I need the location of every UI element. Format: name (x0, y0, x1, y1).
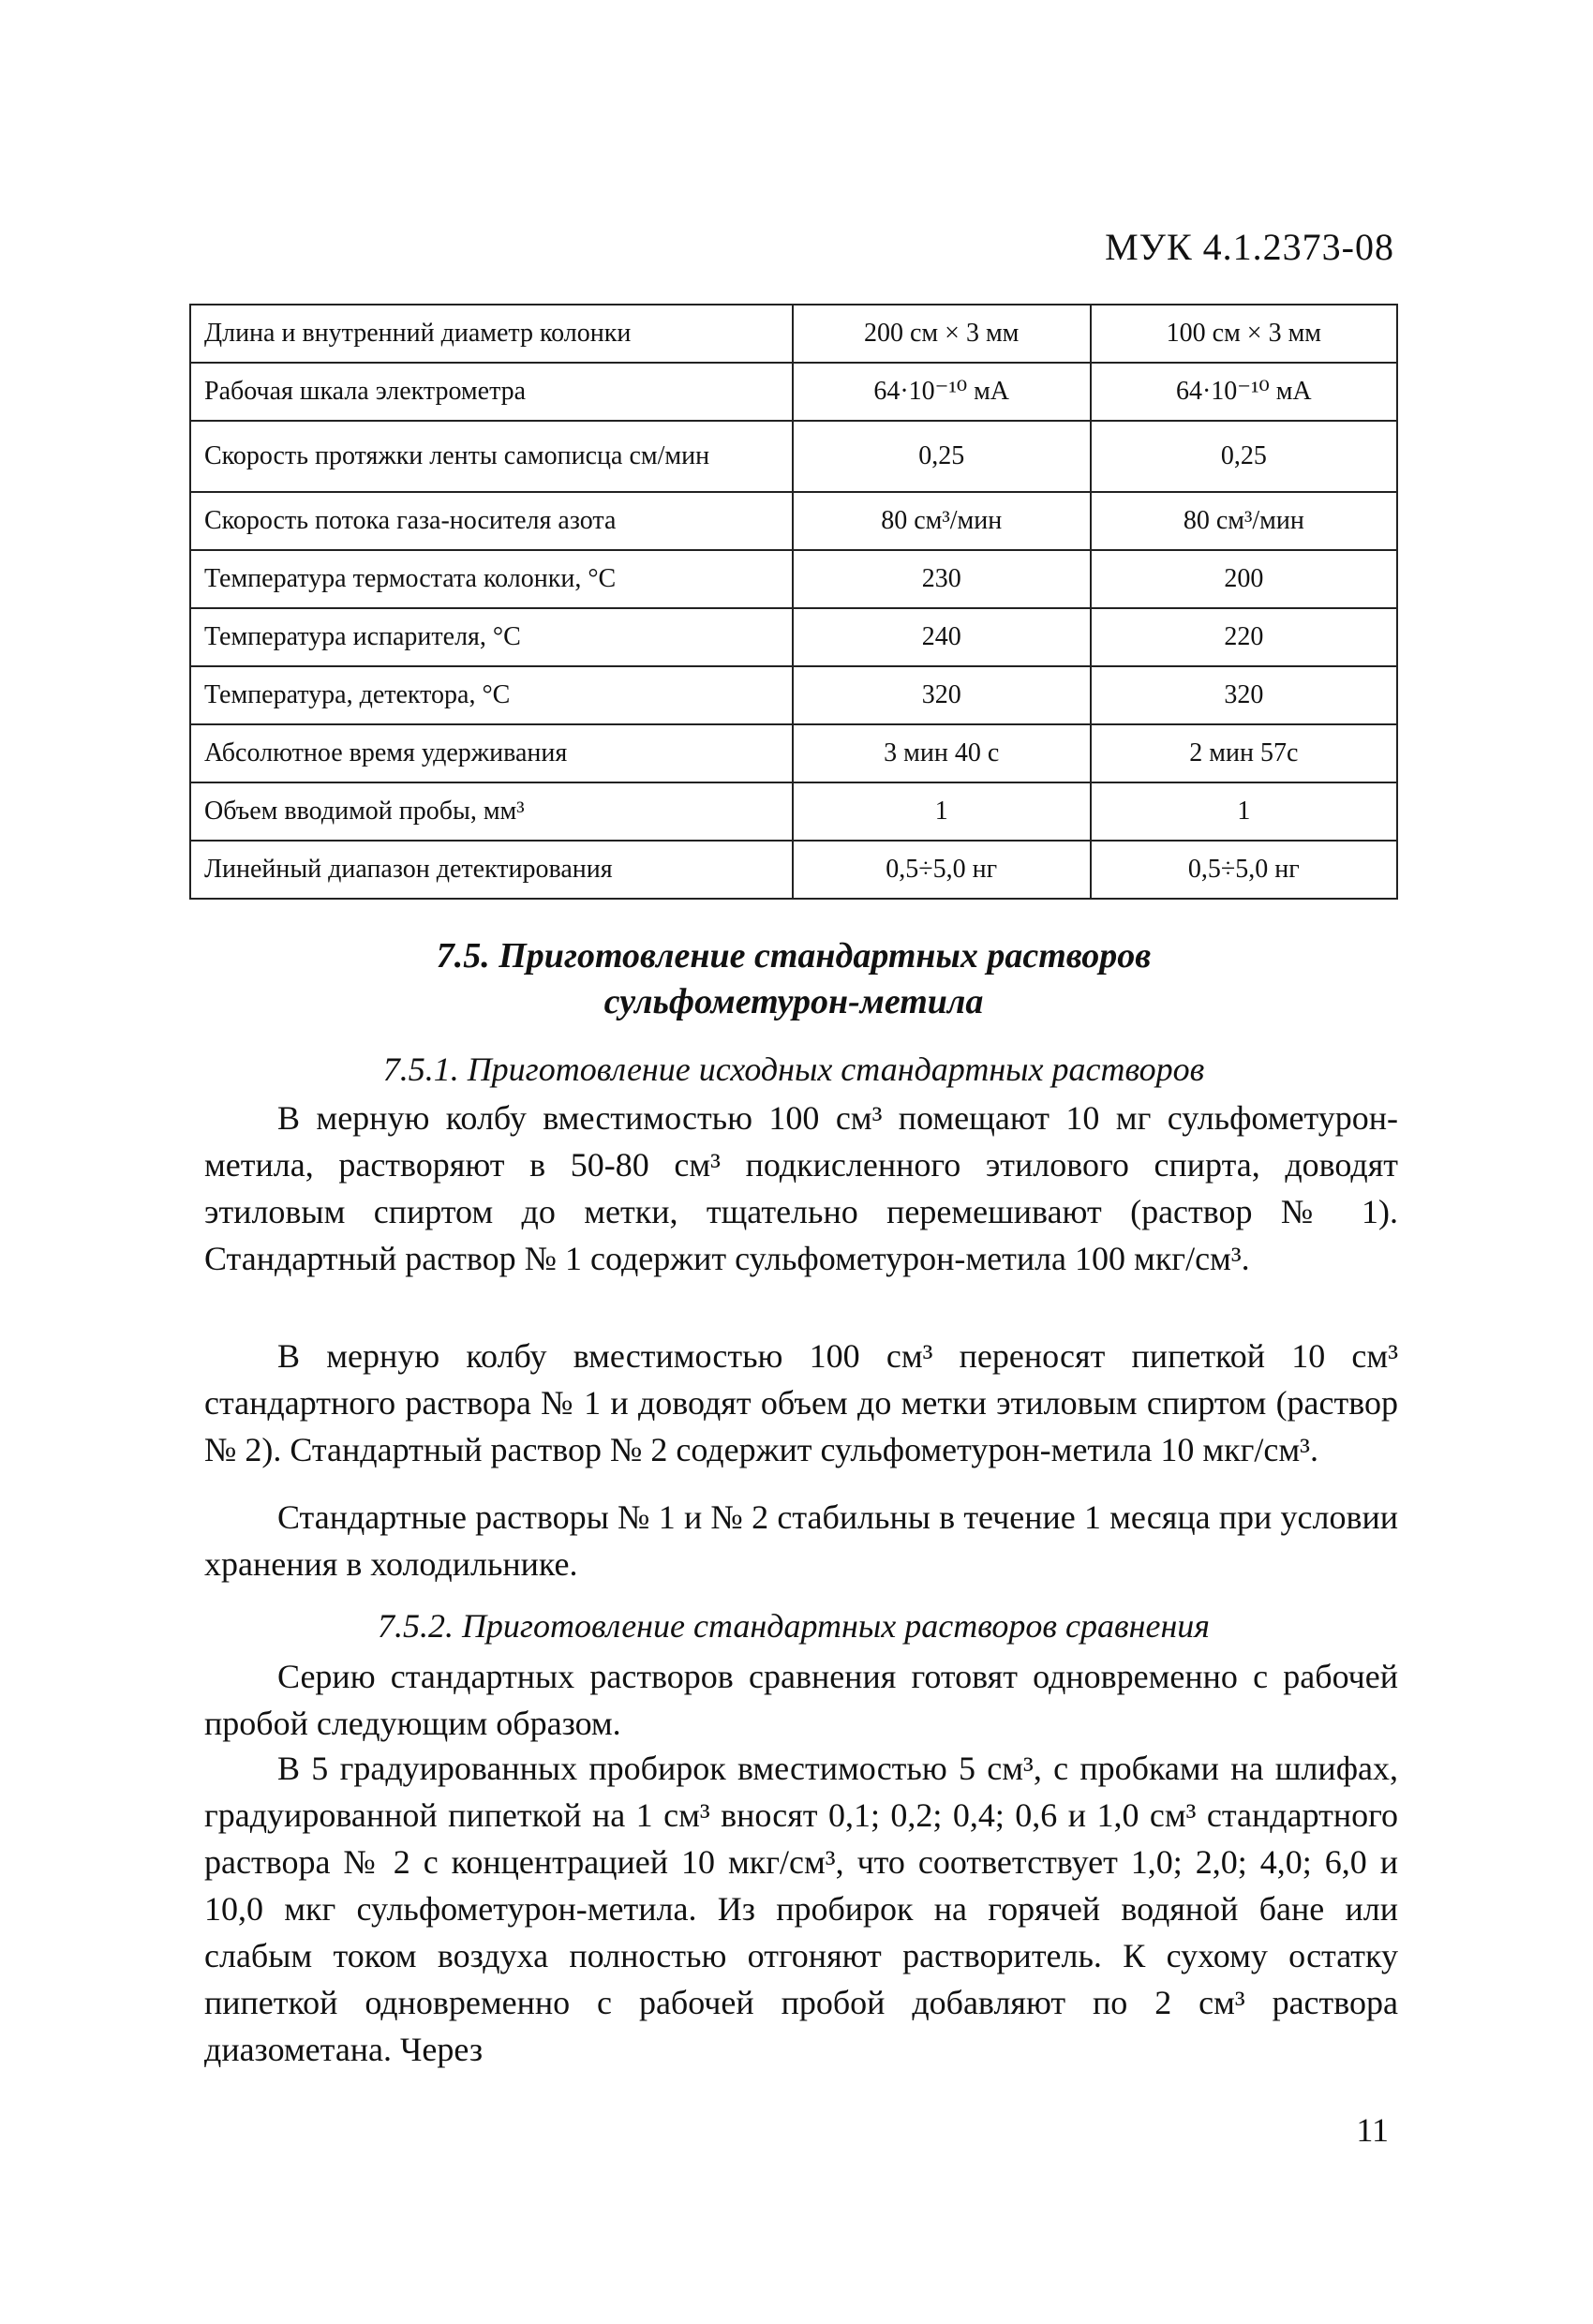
table-row (190, 782, 1397, 841)
table-row (190, 666, 1397, 724)
param-value-column1: 0,25 (793, 421, 1091, 492)
table-row (190, 363, 1397, 421)
param-name: Температура, детектора, °С (190, 666, 793, 724)
param-value-column2: 0,25 (1091, 421, 1397, 492)
page-number: 11 (1356, 2111, 1389, 2149)
table-row (190, 550, 1397, 608)
paragraph-stock-solution-2: В мерную колбу вместимостью 100 см³ переносят пипеткой 10 см³ стандартного раствора № 1 и доводят объем до метки этиловым спиртом (раствор № 2). Стандартный раствор № 2 содержит сульфометурон-метила 10 мкг/см³. (204, 1337, 1398, 1468)
table-row (190, 421, 1397, 492)
param-value-column1: 200 см × 3 мм (793, 305, 1091, 363)
param-name: Линейный диапазон детектирования (190, 841, 793, 899)
param-name: Длина и внутренний диаметр колонки (190, 305, 793, 363)
table-row (190, 841, 1397, 899)
param-value-column2: 200 (1091, 550, 1397, 608)
param-name: Скорость потока газа-носителя азота (190, 492, 793, 550)
param-name: Температура термостата колонки, °С (190, 550, 793, 608)
subsection-title-7-5-1: 7.5.1. Приготовление исходных стандартных растворов (382, 1050, 1205, 1088)
param-name: Скорость протяжки ленты самописца см/мин (190, 421, 793, 492)
paragraph-reference-series: Серию стандартных растворов сравнения готовят одновременно с рабочей пробой следующим образом. (204, 1658, 1398, 1742)
table-row (190, 492, 1397, 550)
section-title-line1: 7.5. Приготовление стандартных растворов (436, 936, 1152, 976)
paragraph-stock-solution-1: В мерную колбу вместимостью 100 см³ помещают 10 мг сульфометурон-метила, растворяют в 50-80 см³ подкисленного этилового спирта, доводят этиловым спиртом до метки, тщательно перемешивают (раствор № 1). Стандартный раствор № 1 содержит сульфометурон-метила 100 мкг/см³. (204, 1099, 1398, 1277)
param-name: Температура испарителя, °С (190, 608, 793, 666)
param-name: Рабочая шкала электрометра (190, 363, 793, 421)
param-value-column1: 0,5÷5,0 нг (793, 841, 1091, 899)
param-value-column1: 230 (793, 550, 1091, 608)
table-row (190, 305, 1397, 363)
param-value-column2: 64·10⁻¹⁰ мА (1091, 363, 1397, 421)
param-value-column2: 220 (1091, 608, 1397, 666)
param-value-column1: 1 (793, 782, 1091, 841)
paragraph-stability: Стандартные растворы № 1 и № 2 стабильны в течение 1 месяца при условии хранения в холодильнике. (204, 1498, 1398, 1583)
param-value-column2: 320 (1091, 666, 1397, 724)
param-value-column1: 240 (793, 608, 1091, 666)
subsection-title-7-5-2: 7.5.2. Приготовление стандартных растворов сравнения (377, 1607, 1211, 1645)
param-name: Абсолютное время удерживания (190, 724, 793, 782)
document-code: МУК 4.1.2373-08 (1105, 226, 1394, 268)
table-row (190, 724, 1397, 782)
param-value-column2: 1 (1091, 782, 1397, 841)
param-value-column2: 0,5÷5,0 нг (1091, 841, 1397, 899)
paragraph-reference-procedure: В 5 градуированных пробирок вместимостью 5 см³, с пробками на шлифах, градуированной пипеткой на 1 см³ вносят 0,1; 0,2; 0,4; 0,6 и 1,0 см³ стандартного раствора № 2 с концентрацией 10 мкг/см³, что соответствует 1,0; 2,0; 4,0; 6,0 и 10,0 мкг сульфометурон-метила. Из пробирок на горячей водяной бане или слабым током воздуха полностью отгоняют растворитель. К сухому остатку пипеткой одновременно с рабочей пробой добавляют по 2 см³ раствора диазометана. Через (204, 1750, 1398, 2068)
chromatography-parameters-table (189, 304, 1398, 900)
param-value-column1: 320 (793, 666, 1091, 724)
param-value-column1: 3 мин 40 с (793, 724, 1091, 782)
param-value-column2: 80 см³/мин (1091, 492, 1397, 550)
table-row (190, 608, 1397, 666)
param-value-column2: 2 мин 57с (1091, 724, 1397, 782)
param-name: Объем вводимой пробы, мм³ (190, 782, 793, 841)
param-value-column1: 80 см³/мин (793, 492, 1091, 550)
section-title-line2: сульфометурон-метила (603, 982, 984, 1022)
section-title (189, 933, 1398, 1026)
param-value-column2: 100 см × 3 мм (1091, 305, 1397, 363)
param-value-column1: 64·10⁻¹⁰ мА (793, 363, 1091, 421)
